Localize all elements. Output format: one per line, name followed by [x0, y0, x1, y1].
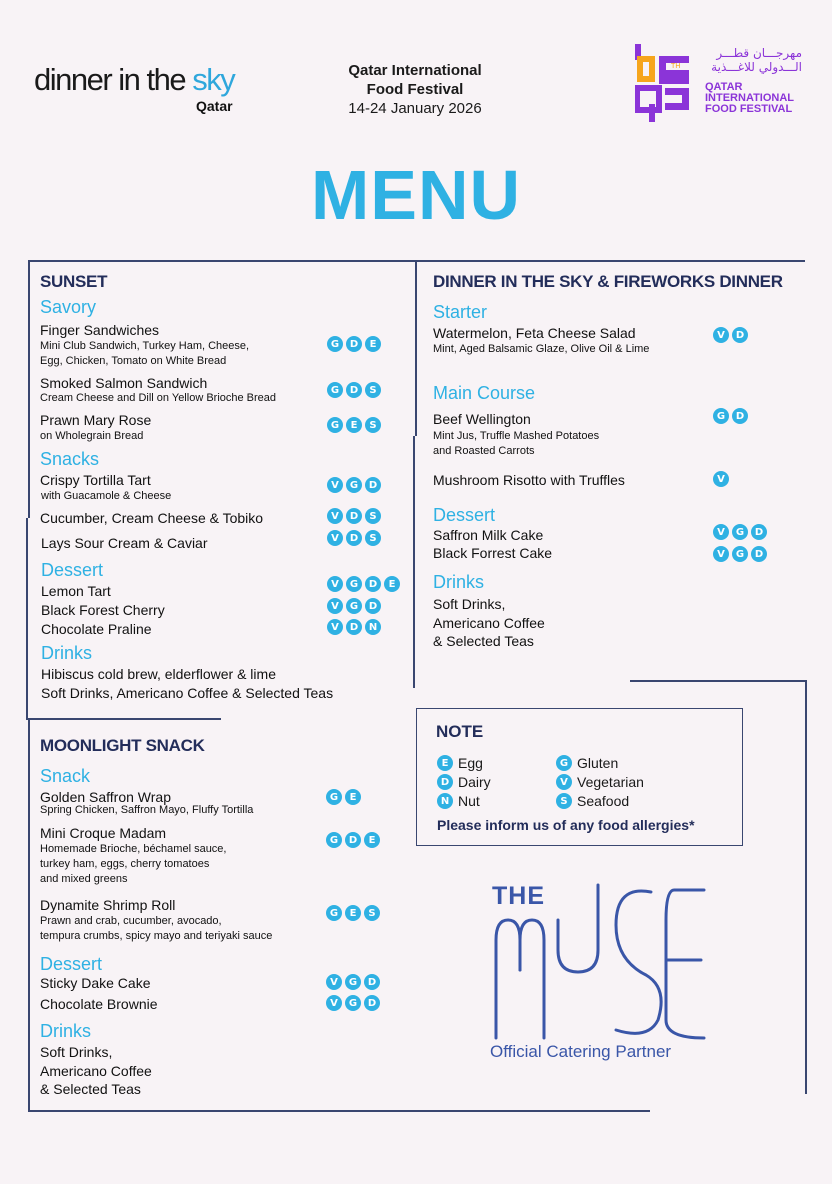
- item-beef-desc: [433, 429, 599, 459]
- item-saffron-wrap: Golden Saffron Wrap: [40, 789, 172, 805]
- sunset-dessert-heading: Dessert: [41, 560, 104, 580]
- tags-cherry: [327, 598, 381, 614]
- allergen-badge-icon: E: [364, 832, 380, 848]
- note-title: NOTE: [436, 722, 484, 741]
- item-salmon-desc: Cream Cheese and Dill on Yellow Brioche Bread: [40, 392, 277, 404]
- logo-english: [705, 82, 794, 115]
- legend-badge-icon: E: [437, 755, 453, 771]
- allergen-badge-icon: V: [327, 598, 343, 614]
- moonlight-title: MOONLIGHT SNACK: [40, 736, 205, 755]
- allergen-badge-icon: V: [327, 477, 343, 493]
- allergen-badge-icon: V: [713, 327, 729, 343]
- shrimp-desc2: tempura crumbs, spicy mayo and teriyaki sauce: [40, 930, 273, 942]
- legend-egg: [437, 755, 483, 771]
- allergen-badge-icon: V: [327, 619, 343, 635]
- tags-salmon: [327, 382, 381, 398]
- croque-desc1: Homemade Brioche, béchamel sauce,: [40, 843, 227, 855]
- sunset-snacks-heading: Snacks: [40, 449, 100, 469]
- allergen-badge-icon: G: [346, 477, 362, 493]
- tags-salad: [713, 327, 748, 343]
- item-prawn-desc: on Wholegrain Bread: [40, 430, 144, 442]
- moonlight-dessert-heading: Dessert: [40, 954, 103, 974]
- allergen-badge-icon: G: [327, 382, 343, 398]
- sunset-drink-2: Soft Drinks, Americano Coffee & Selected Teas: [41, 685, 334, 701]
- brand-sky-text: sky: [192, 62, 235, 97]
- item-finger-desc: [40, 339, 249, 369]
- allergen-badge-icon: D: [346, 382, 362, 398]
- allergen-badge-icon: E: [384, 576, 400, 592]
- croque-desc3: and mixed greens: [40, 873, 128, 885]
- festival-logo-icon: [635, 44, 699, 124]
- finger-desc1: Mini Club Sandwich, Turkey Ham, Cheese,: [40, 340, 250, 352]
- legend-label: Seafood: [577, 793, 630, 809]
- festival-line1: Qatar International: [348, 62, 482, 79]
- festival-dates: 14-24 January 2026: [348, 100, 482, 117]
- allergen-badge-icon: G: [327, 336, 343, 352]
- item-sticky-dake: Sticky Dake Cake: [40, 975, 151, 991]
- item-shrimp-roll: Dynamite Shrimp Roll: [40, 897, 176, 913]
- allergen-badge-icon: V: [327, 530, 343, 546]
- divider-center-top: [415, 260, 417, 436]
- legend-label: Gluten: [577, 755, 619, 771]
- tags-risotto: [713, 471, 729, 487]
- item-black-forest-cherry: Black Forest Cherry: [41, 602, 165, 618]
- item-brownie: Chocolate Brownie: [40, 996, 158, 1012]
- divider-mid-left: [26, 718, 221, 720]
- brand-text: dinner in the: [34, 62, 193, 97]
- allergen-badge-icon: E: [365, 336, 381, 352]
- item-shrimp-desc: [40, 914, 272, 944]
- item-tortilla: Crispy Tortilla Tart: [40, 472, 151, 488]
- tags-forrest: [713, 546, 767, 562]
- festival-info: [300, 61, 530, 118]
- legend-badge-icon: G: [556, 755, 572, 771]
- allergen-badge-icon: S: [365, 417, 381, 433]
- allergen-badge-icon: D: [346, 530, 362, 546]
- allergen-badge-icon: G: [732, 546, 748, 562]
- tags-lemon: [327, 576, 400, 592]
- legend-label: Nut: [458, 793, 480, 809]
- dinner-drinks-heading: Drinks: [433, 572, 485, 592]
- dinner-drink-3: & Selected Teas: [433, 633, 534, 649]
- muse-the-text: THE: [492, 882, 545, 910]
- legend-label: Dairy: [458, 774, 491, 790]
- sunset-drinks-heading: Drinks: [41, 643, 93, 663]
- legend-nut: [437, 793, 480, 809]
- legend-badge-icon: S: [556, 793, 572, 809]
- finger-desc2: Egg, Chicken, Tomato on White Bread: [40, 355, 227, 367]
- tags-cucumber: [327, 508, 381, 524]
- shrimp-desc1: Prawn and crab, cucumber, avocado,: [40, 915, 222, 927]
- allergen-badge-icon: D: [364, 974, 380, 990]
- divider-top-left: [28, 260, 415, 262]
- dinner-title: DINNER IN THE SKY & FIREWORKS DINNER: [433, 272, 783, 291]
- allergen-badge-icon: V: [713, 471, 729, 487]
- festival-line2: Food Festival: [366, 81, 464, 98]
- item-salad-desc: Mint, Aged Balsamic Glaze, Olive Oil & Lime: [433, 343, 650, 355]
- muse-logo-icon: [486, 880, 716, 1040]
- moonlight-drinks-list: [40, 1043, 152, 1099]
- logo-en-line3: FOOD FESTIVAL: [705, 103, 793, 115]
- divider-center-bottom: [413, 436, 415, 688]
- item-watermelon-salad: Watermelon, Feta Cheese Salad: [433, 325, 636, 341]
- allergen-badge-icon: G: [326, 789, 342, 805]
- logo-arabic-line2: الـــدولي للاغـــذية: [711, 60, 802, 74]
- allergen-badge-icon: G: [346, 598, 362, 614]
- allergen-badge-icon: V: [713, 546, 729, 562]
- item-saffron-milk-cake: Saffron Milk Cake: [433, 527, 544, 543]
- muse-tagline: Official Catering Partner: [490, 1042, 672, 1061]
- dinner-dessert-heading: Dessert: [433, 505, 496, 525]
- item-mushroom-risotto: Mushroom Risotto with Truffles: [433, 472, 625, 488]
- brand-sub: Qatar: [196, 98, 233, 114]
- moonlight-drink-3: & Selected Teas: [40, 1081, 141, 1097]
- croque-desc2: turkey ham, eggs, cherry tomatoes: [40, 858, 210, 870]
- sunset-title: SUNSET: [40, 272, 108, 291]
- allergen-badge-icon: G: [346, 576, 362, 592]
- allergen-badge-icon: D: [346, 336, 362, 352]
- tags-tortilla: [327, 477, 381, 493]
- legend-badge-icon: N: [437, 793, 453, 809]
- moonlight-drink-1: Soft Drinks,: [40, 1044, 113, 1060]
- tags-saffron: [713, 524, 767, 540]
- item-wrap-desc: Spring Chicken, Saffron Mayo, Fluffy Tortilla: [40, 804, 254, 816]
- legend-vegetarian: [556, 774, 644, 790]
- dinner-drinks-list: [433, 595, 545, 651]
- logo-arabic-line1: مهرجـــان قطـــر: [716, 46, 802, 60]
- item-cucumber: Cucumber, Cream Cheese & Tobiko: [40, 510, 264, 526]
- allergen-badge-icon: V: [713, 524, 729, 540]
- allergen-badge-icon: D: [346, 508, 362, 524]
- moonlight-drinks-heading: Drinks: [40, 1021, 92, 1041]
- allergen-badge-icon: D: [364, 995, 380, 1011]
- allergen-badge-icon: D: [732, 327, 748, 343]
- tags-prawn: [327, 417, 381, 433]
- allergen-badge-icon: S: [365, 508, 381, 524]
- allergen-badge-icon: D: [751, 524, 767, 540]
- divider-bottom: [28, 1110, 650, 1112]
- beef-desc2: and Roasted Carrots: [433, 445, 535, 457]
- beef-desc1: Mint Jus, Truffle Mashed Potatoes: [433, 430, 600, 442]
- allergen-badge-icon: D: [732, 408, 748, 424]
- dinner-drink-2: Americano Coffee: [433, 614, 545, 631]
- allergen-badge-icon: E: [346, 417, 362, 433]
- allergen-badge-icon: D: [365, 598, 381, 614]
- allergen-badge-icon: D: [345, 832, 361, 848]
- menu-title: MENU: [310, 156, 522, 234]
- item-prawn: Prawn Mary Rose: [40, 412, 152, 428]
- legend-gluten: [556, 755, 618, 771]
- allergen-badge-icon: V: [327, 508, 343, 524]
- divider-left-bottom: [28, 718, 30, 1110]
- tags-wrap: [326, 789, 361, 805]
- tags-croque: [326, 832, 380, 848]
- item-croque-madam: Mini Croque Madam: [40, 825, 167, 841]
- allergen-badge-icon: D: [751, 546, 767, 562]
- item-chocolate-praline: Chocolate Praline: [41, 621, 152, 637]
- allergen-badge-icon: G: [345, 995, 361, 1011]
- item-finger-sandwiches: Finger Sandwiches: [40, 322, 160, 338]
- allergen-badge-icon: G: [713, 408, 729, 424]
- tags-lays: [327, 530, 381, 546]
- allergen-badge-icon: S: [365, 382, 381, 398]
- allergen-badge-icon: D: [365, 477, 381, 493]
- tags-shrimp: [326, 905, 380, 921]
- logo-arabic: [700, 46, 802, 74]
- divider-right-bottom: [805, 680, 807, 1094]
- sunset-drink-1: Hibiscus cold brew, elderflower & lime: [41, 666, 276, 682]
- allergen-badge-icon: S: [365, 530, 381, 546]
- item-lays: Lays Sour Cream & Caviar: [41, 535, 208, 551]
- logo-en-line1: QATAR: [705, 81, 743, 93]
- legend-seafood: [556, 793, 629, 809]
- allergen-badge-icon: G: [326, 832, 342, 848]
- allergy-note: Please inform us of any food allergies*: [437, 817, 695, 833]
- legend-label: Vegetarian: [577, 774, 644, 790]
- allergen-badge-icon: E: [345, 905, 361, 921]
- tags-finger: [327, 336, 381, 352]
- allergen-badge-icon: N: [365, 619, 381, 635]
- item-lemon-tart: Lemon Tart: [41, 583, 111, 599]
- divider-left-mid: [26, 518, 28, 718]
- allergen-badge-icon: V: [327, 576, 343, 592]
- tags-praline: [327, 619, 381, 635]
- item-beef-wellington: Beef Wellington: [433, 411, 531, 427]
- brand-logo-text: [34, 62, 234, 98]
- divider-top-right: [415, 260, 805, 262]
- allergen-badge-icon: G: [732, 524, 748, 540]
- legend-dairy: [437, 774, 491, 790]
- logo-en-line2: INTERNATIONAL: [705, 92, 795, 104]
- sunset-savory-heading: Savory: [40, 297, 97, 317]
- allergen-badge-icon: E: [345, 789, 361, 805]
- item-black-forrest-cake: Black Forrest Cake: [433, 545, 553, 561]
- svg-text:TH: TH: [671, 62, 681, 70]
- dinner-main-heading: Main Course: [433, 383, 536, 403]
- allergen-badge-icon: V: [326, 974, 342, 990]
- tags-beef: [713, 408, 748, 424]
- moonlight-drink-2: Americano Coffee: [40, 1062, 152, 1079]
- allergen-badge-icon: D: [346, 619, 362, 635]
- tags-brownie: [326, 995, 380, 1011]
- moonlight-snack-heading: Snack: [40, 766, 91, 786]
- legend-badge-icon: V: [556, 774, 572, 790]
- divider-right-mid: [630, 680, 805, 682]
- dinner-drink-1: Soft Drinks,: [433, 596, 506, 612]
- allergen-badge-icon: G: [345, 974, 361, 990]
- allergen-badge-icon: G: [326, 905, 342, 921]
- item-smoked-salmon: Smoked Salmon Sandwich: [40, 375, 208, 391]
- tags-dake: [326, 974, 380, 990]
- allergen-badge-icon: S: [364, 905, 380, 921]
- item-tortilla-desc: with Guacamole & Cheese: [41, 490, 172, 502]
- dinner-starter-heading: Starter: [433, 302, 488, 322]
- item-croque-desc: [40, 842, 226, 887]
- allergen-badge-icon: D: [365, 576, 381, 592]
- allergen-badge-icon: V: [326, 995, 342, 1011]
- divider-left-top: [28, 260, 30, 518]
- allergen-badge-icon: G: [327, 417, 343, 433]
- legend-badge-icon: D: [437, 774, 453, 790]
- legend-label: Egg: [458, 755, 483, 771]
